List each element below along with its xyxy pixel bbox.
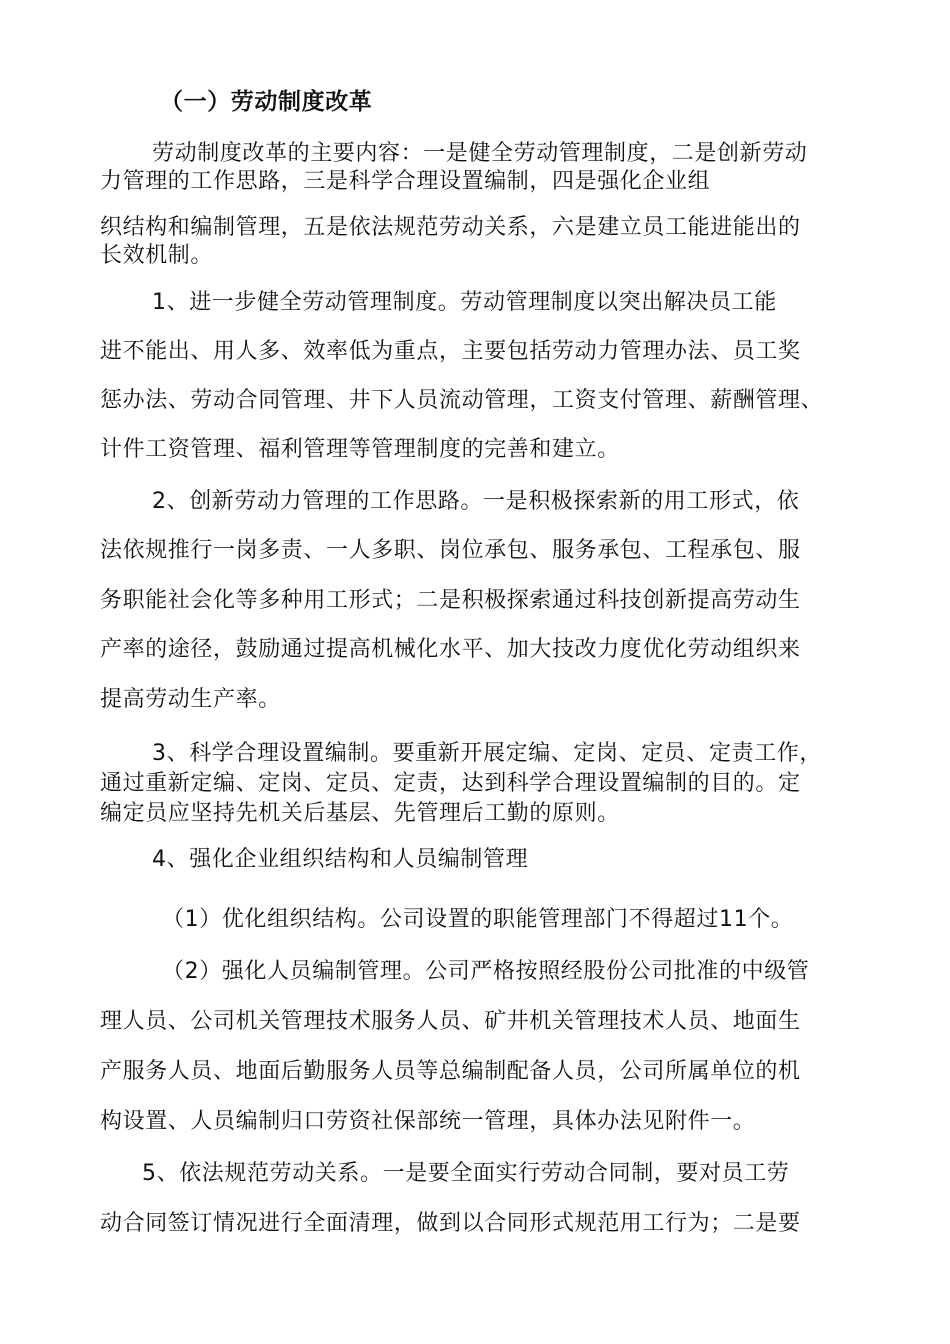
paragraph-line: （2）强化人员编制管理。公司严格按照经股份公司批准的中级管 <box>162 959 810 984</box>
paragraph-line: 3、科学合理设置编制。要重新开展定编、定岗、定员、定责工作， <box>152 741 822 766</box>
paragraph-line: 4、强化企业组织结构和人员编制管理 <box>152 847 529 872</box>
paragraph-line: 长效机制。 <box>100 243 214 268</box>
paragraph-line: 产率的途径，鼓励通过提高机械化水平、加大技改力度优化劳动组织来 <box>100 637 801 662</box>
paragraph-line: 编定员应坚持先机关后基层、先管理后工勤的原则。 <box>100 801 620 826</box>
paragraph-line: 2、创新劳动力管理的工作思路。一是积极探索新的用工形式，依 <box>152 489 800 514</box>
paragraph-line: 进不能出、用人多、效率低为重点，主要包括劳动力管理办法、员工奖 <box>100 339 801 364</box>
paragraph-line: 5、依法规范劳动关系。一是要全面实行劳动合同制，要对员工劳 <box>142 1161 790 1186</box>
paragraph-line: 构设置、人员编制归口劳资社保部统一管理，具体办法见附件一。 <box>100 1109 756 1134</box>
paragraph-line: 惩办法、劳动合同管理、井下人员流动管理，工资支付管理、薪酬管理、 <box>100 388 824 413</box>
paragraph-line: 产服务人员、地面后勤服务人员等总编制配备人员，公司所属单位的机 <box>100 1059 801 1084</box>
paragraph-line: 提高劳动生产率。 <box>100 687 281 712</box>
paragraph-line: 动合同签订情况进行全面清理，做到以合同形式规范用工行为；二是要 <box>100 1211 801 1236</box>
paragraph-line: 法依规推行一岗多责、一人多职、岗位承包、服务承包、工程承包、服 <box>100 538 801 563</box>
paragraph-line: 力管理的工作思路，三是科学合理设置编制，四是强化企业组 <box>100 169 711 194</box>
paragraph-line: （1）优化组织结构。公司设置的职能管理部门不得超过11个。 <box>162 907 794 932</box>
paragraph-line: 1、进一步健全劳动管理制度。劳动管理制度以突出解决员工能 <box>152 290 777 315</box>
paragraph-line: 务职能社会化等多种用工形式；二是积极探索通过科技创新提高劳动生 <box>100 588 801 613</box>
paragraph-line: 计件工资管理、福利管理等管理制度的完善和建立。 <box>100 437 620 462</box>
paragraph-line: 劳动制度改革的主要内容：一是健全劳动管理制度，二是创新劳动 <box>152 141 808 166</box>
paragraph-line: 通过重新定编、定岗、定员、定责，达到科学合理设置编制的目的。定 <box>100 771 801 796</box>
paragraph-line: 理人员、公司机关管理技术服务人员、矿井机关管理技术人员、地面生 <box>100 1009 801 1034</box>
section-heading: （一）劳动制度改革 <box>160 89 373 115</box>
paragraph-line: 织结构和编制管理，五是依法规范劳动关系，六是建立员工能进能出的 <box>100 215 801 240</box>
